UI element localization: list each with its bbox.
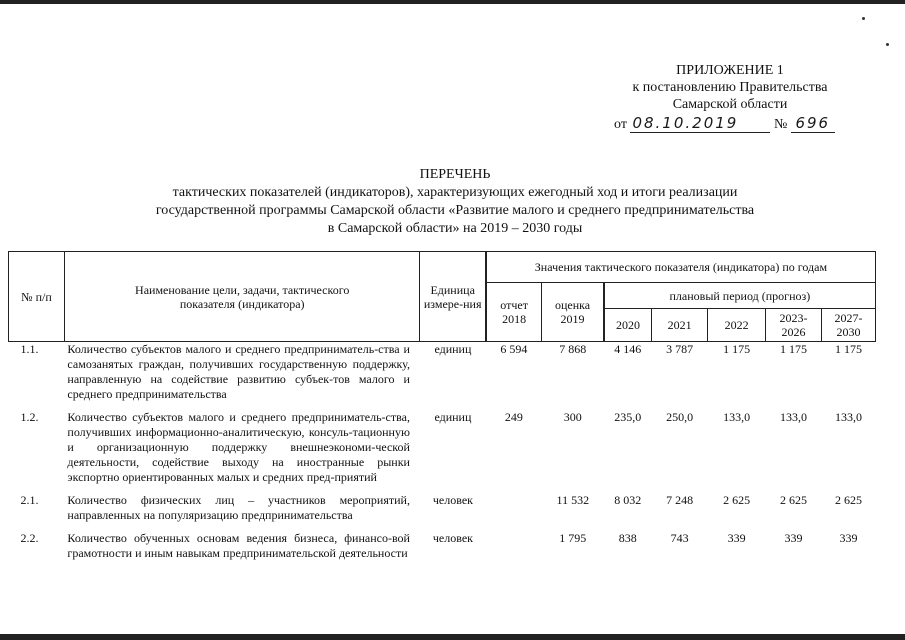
- header-year: 2027-2030: [821, 309, 875, 342]
- row-name: Количество субъектов малого и среднего предприниматель-ства, получивших информационно-аналитическую, консуль-тационную и организационную поддержку внешнеэкономи-ческой деятельности, содействие выходу на иностранные рынки экспортно ориентированных малых и средних пред-приятий: [67, 410, 410, 484]
- title-line3: в Самарской области» на 2019 – 2030 годы: [327, 221, 583, 236]
- row-value: 2 625: [723, 493, 751, 507]
- scan-bottom-edge: [0, 634, 905, 640]
- row-value: 133,0: [834, 410, 862, 424]
- row-value: 8 032: [614, 493, 642, 507]
- header-report: отчет 2018: [486, 283, 542, 342]
- row-value: 249: [504, 410, 523, 424]
- header-plan-group: плановый период (прогноз): [604, 283, 876, 309]
- row-value: [486, 487, 542, 525]
- handwritten-date: 08.10.2019: [630, 114, 770, 133]
- header-year: 2020: [604, 309, 652, 342]
- row-value: 133,0: [723, 410, 751, 424]
- row-unit: единиц: [434, 410, 472, 424]
- row-value: 838: [618, 531, 637, 545]
- title-line1: тактических показателей (индикаторов), характеризующих ежегодный ход и итоги реализации: [172, 185, 738, 200]
- header-year: 2022: [708, 309, 766, 342]
- header-unit: Единица измере-ния: [420, 252, 486, 342]
- row-value: 6 594: [500, 342, 528, 356]
- document-title: [60, 166, 850, 238]
- appendix-block: [600, 62, 860, 113]
- table-row: [9, 404, 876, 487]
- handwritten-number: 696: [791, 114, 835, 133]
- row-value: 2 625: [780, 493, 808, 507]
- row-value: 1 175: [834, 342, 862, 356]
- row-num: 2.1.: [20, 493, 39, 507]
- row-unit: человек: [432, 531, 473, 545]
- appendix-title: ПРИЛОЖЕНИЕ 1: [676, 63, 784, 78]
- header-name: Наименование цели, задачи, тактического показателя (индикатора): [64, 252, 420, 342]
- row-value: 743: [670, 531, 689, 545]
- row-value: 339: [727, 531, 746, 545]
- title-line2: государственной программы Самарской области «Развитие малого и среднего предпринимательства: [155, 203, 755, 218]
- scan-speck: [862, 17, 865, 20]
- row-value: 1 795: [559, 531, 587, 545]
- row-value: 11 532: [556, 493, 590, 507]
- appendix-line2: Самарской области: [672, 97, 788, 112]
- header-values-group: Значения тактического показателя (индикатора) по годам: [486, 252, 876, 283]
- row-name: Количество обученных основам ведения бизнеса, финансо-вой грамотности и иным навыкам предпринимательской деятельности: [67, 531, 410, 560]
- appendix-line1: к постановлению Правительства: [632, 80, 828, 95]
- scan-speck: [886, 43, 889, 46]
- row-value: 133,0: [780, 410, 808, 424]
- table-row: [9, 525, 876, 563]
- table-row: [9, 487, 876, 525]
- row-value: 339: [784, 531, 803, 545]
- row-unit: человек: [432, 493, 473, 507]
- row-value: 1 175: [780, 342, 808, 356]
- row-value: 4 146: [614, 342, 642, 356]
- row-value: 7 868: [559, 342, 587, 356]
- table-row: [9, 342, 876, 405]
- row-value: 339: [839, 531, 858, 545]
- header-year: 2023-2026: [766, 309, 822, 342]
- row-value: 300: [563, 410, 582, 424]
- row-value: 235,0: [614, 410, 642, 424]
- row-value: 3 787: [666, 342, 694, 356]
- number-prefix: №: [773, 117, 788, 132]
- indicators-table: [8, 251, 876, 563]
- row-value: 7 248: [666, 493, 694, 507]
- appendix-date-line: [614, 114, 835, 133]
- date-prefix: от: [614, 117, 627, 132]
- row-num: 2.2.: [20, 531, 39, 545]
- row-value: 1 175: [723, 342, 751, 356]
- row-num: 1.1.: [20, 342, 39, 356]
- row-value: 2 625: [834, 493, 862, 507]
- header-estimate: оценка 2019: [542, 283, 604, 342]
- row-num: 1.2.: [20, 410, 39, 424]
- scan-top-edge: [0, 0, 905, 4]
- row-name: Количество физических лиц – участников мероприятий, направленных на популяризацию предпринимательства: [67, 493, 410, 522]
- row-value: [486, 525, 542, 563]
- row-value: 250,0: [666, 410, 694, 424]
- header-year: 2021: [652, 309, 708, 342]
- row-name: Количество субъектов малого и среднего предприниматель-ства и самозанятых граждан, получивших государственную поддержку, направленную на содействие развитию субъек-тов малого и среднего предпринимательства: [67, 342, 410, 401]
- header-num: № п/п: [9, 252, 65, 342]
- title-heading: ПЕРЕЧЕНЬ: [419, 167, 491, 182]
- row-unit: единиц: [434, 342, 472, 356]
